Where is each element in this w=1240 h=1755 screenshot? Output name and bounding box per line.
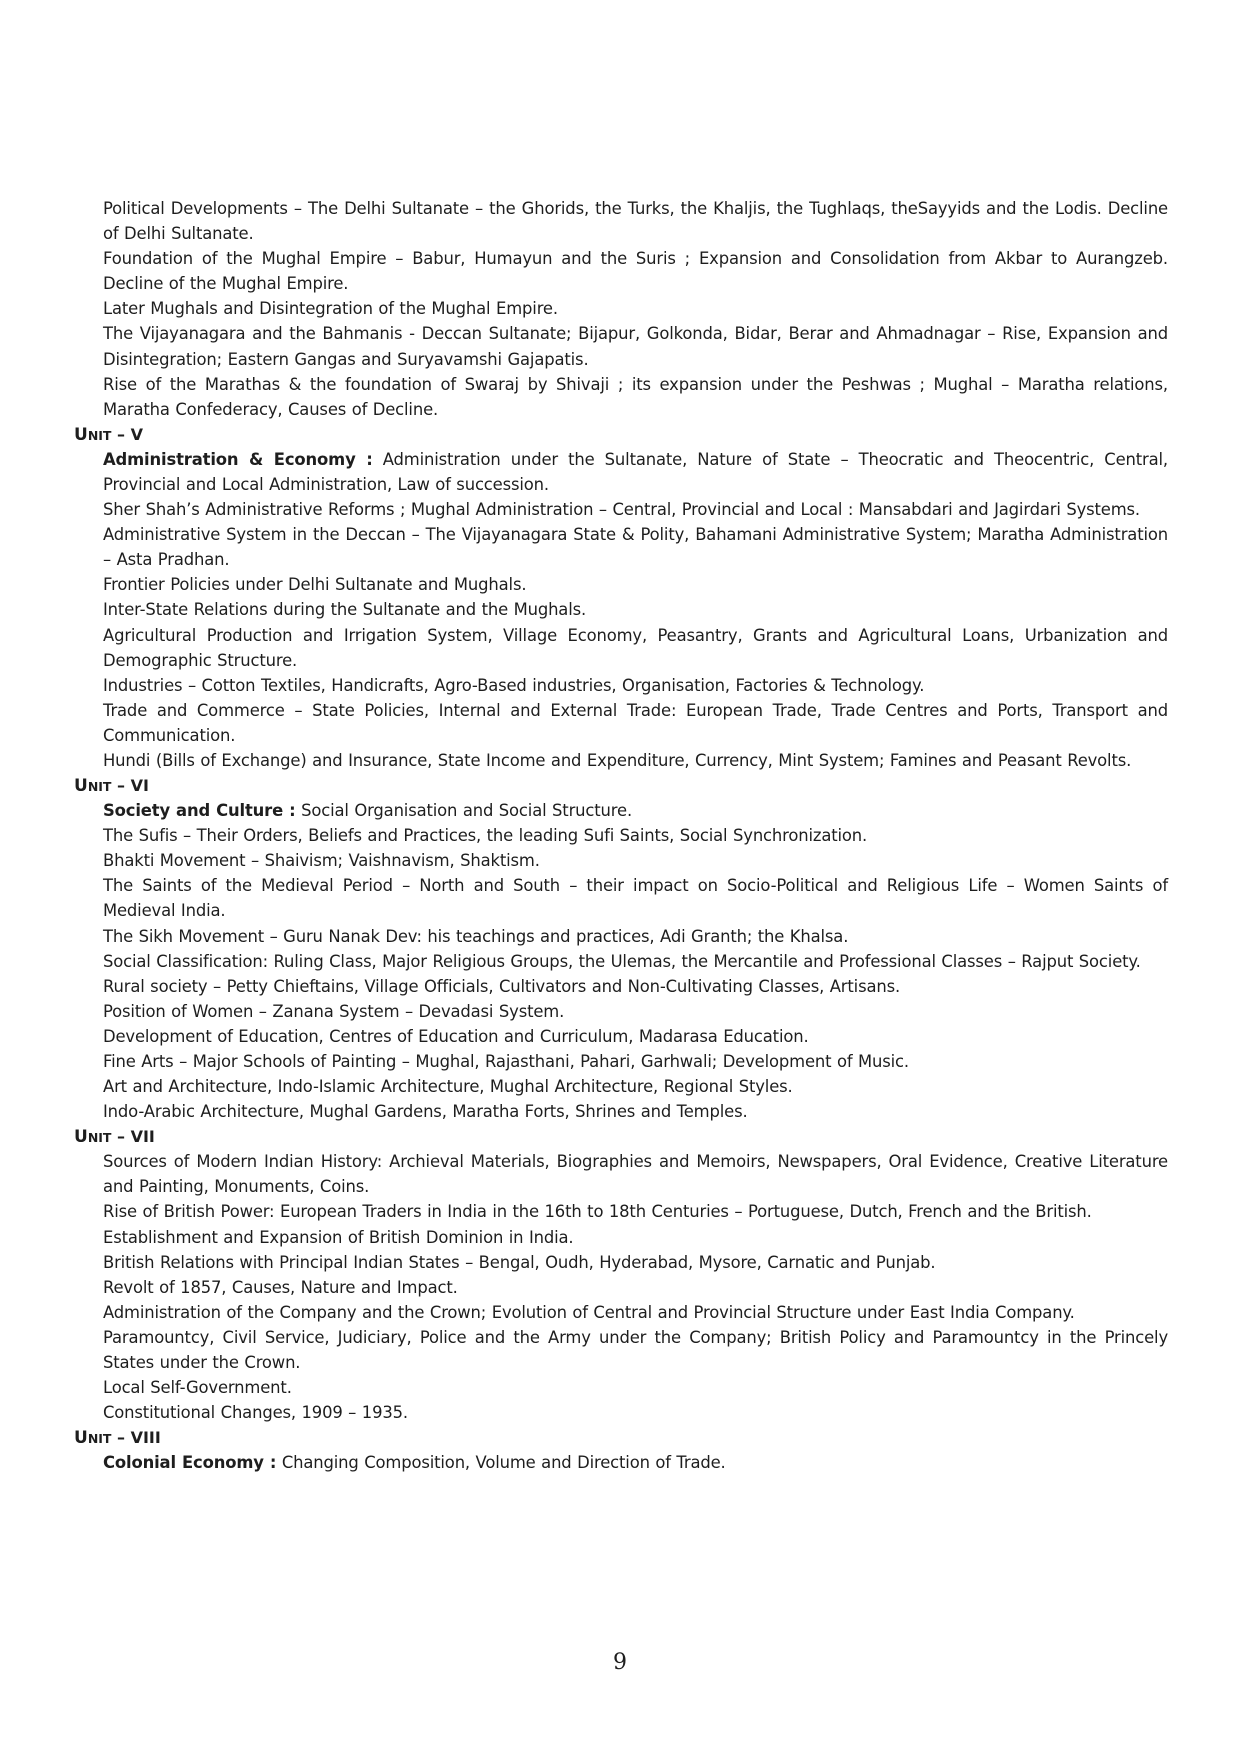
unit-heading	[74, 773, 1168, 798]
syllabus-item: Inter-State Relations during the Sultanate and the Mughals.	[103, 600, 587, 620]
syllabus-item: Paramountcy, Civil Service, Judiciary, Police and the Army under the Company; British Policy and Paramountcy in the Princely States under the Crown.	[103, 1327, 1168, 1373]
syllabus-item: The Sufis – Their Orders, Beliefs and Practices, the leading Sufi Saints, Social Synchronization.	[103, 826, 868, 846]
unit-heading-smallcaps: NIT	[87, 779, 112, 795]
unit-lead-item	[103, 1149, 1168, 1199]
syllabus-item: Political Developments – The Delhi Sultanate – the Ghorids, the Turks, the Khaljis, the Tughlaqs, theSayyids and the Lodis. Decline of Delhi Sultanate.	[103, 199, 1168, 244]
unit-heading	[74, 1425, 1168, 1450]
syllabus-item: Revolt of 1857, Causes, Nature and Impact.	[103, 1277, 458, 1297]
syllabus-item: Hundi (Bills of Exchange) and Insurance, State Income and Expenditure, Currency, Mint System; Famines and Peasant Revolts.	[103, 750, 1132, 770]
unit-lead-text: Changing Composition, Volume and Direction of Trade.	[276, 1453, 726, 1473]
syllabus-item: Bhakti Movement – Shaivism; Vaishnavism, Shaktism.	[103, 851, 540, 871]
syllabus-item: Later Mughals and Disintegration of the Mughal Empire.	[103, 299, 558, 319]
unit-heading-cap: U	[74, 424, 88, 445]
unit-lead-item	[103, 798, 1168, 823]
syllabus-item: Position of Women – Zanana System – Devadasi System.	[103, 1001, 565, 1021]
unit-lead-text: Administration under the Sultanate, Nature of State – Theocratic and Theocentric, Central, Provincial and Local Administration, Law of succession.	[103, 449, 1168, 494]
syllabus-item: Trade and Commerce – State Policies, Internal and External Trade: European Trade, Trade Centres and Ports, Transport and Communication.	[103, 700, 1168, 745]
unit-heading-smallcaps: NIT	[87, 427, 112, 443]
unit-lead-item	[103, 447, 1168, 497]
unit-heading	[74, 1124, 1168, 1149]
syllabus-item: Sher Shah’s Administrative Reforms ; Mughal Administration – Central, Provincial and Local : Mansabdari and Jagirdari Systems.	[103, 500, 1140, 520]
unit-heading-smallcaps: NIT	[87, 1130, 112, 1146]
syllabus-item: Rise of the Marathas & the foundation of Swaraj by Shivaji ; its expansion under the Peshwas ; Mughal – Maratha relations, Maratha Confederacy, Causes of Decline.	[103, 374, 1168, 419]
unit-heading-number: – VII	[111, 1127, 155, 1147]
syllabus-item: Art and Architecture, Indo-Islamic Architecture, Mughal Architecture, Regional Styles.	[103, 1077, 793, 1097]
syllabus-item: Administrative System in the Deccan – The Vijayanagara State & Polity, Bahamani Administrative System; Maratha Administration – Asta Pradhan.	[103, 525, 1168, 570]
unit-lead-title: Administration & Economy :	[103, 449, 373, 469]
unit-heading-number: – V	[111, 424, 143, 444]
syllabus-item: Agricultural Production and Irrigation System, Village Economy, Peasantry, Grants and Agricultural Loans, Urbanization and Demographic Structure.	[103, 625, 1168, 670]
syllabus-item: Indo-Arabic Architecture, Mughal Gardens, Maratha Forts, Shrines and Temples.	[103, 1102, 748, 1122]
unit-heading-smallcaps: NIT	[87, 1431, 112, 1447]
syllabus-item: Establishment and Expansion of British Dominion in India.	[103, 1227, 574, 1247]
unit-lead-title: Colonial Economy :	[103, 1453, 277, 1473]
page-number: 9	[613, 1650, 627, 1675]
unit-heading	[74, 422, 1168, 447]
syllabus-item: Industries – Cotton Textiles, Handicrafts, Agro-Based industries, Organisation, Factories & Technology.	[103, 675, 925, 695]
syllabus-item: Foundation of the Mughal Empire – Babur, Humayun and the Suris ; Expansion and Consolidation from Akbar to Aurangzeb. Decline of the Mughal Empire.	[103, 249, 1168, 294]
unit-heading-cap: U	[74, 1127, 88, 1148]
syllabus-item: Rural society – Petty Chieftains, Village Officials, Cultivators and Non-Cultivating Classes, Artisans.	[103, 976, 901, 996]
unit-heading-cap: U	[74, 776, 88, 797]
syllabus-item: The Sikh Movement – Guru Nanak Dev: his teachings and practices, Adi Granth; the Khalsa.	[103, 926, 849, 946]
syllabus-item: Frontier Policies under Delhi Sultanate and Mughals.	[103, 575, 527, 595]
unit-heading-number: – VI	[111, 776, 149, 796]
syllabus-item: Administration of the Company and the Crown; Evolution of Central and Provincial Structure under East India Company.	[103, 1302, 1075, 1322]
unit-lead-title: Society and Culture :	[103, 801, 296, 821]
syllabus-item: Social Classification: Ruling Class, Major Religious Groups, the Ulemas, the Mercantile and Professional Classes – Rajput Society.	[103, 951, 1141, 971]
syllabus-item: Fine Arts – Major Schools of Painting – Mughal, Rajasthani, Pahari, Garhwali; Development of Music.	[103, 1052, 909, 1071]
syllabus-item: British Relations with Principal Indian States – Bengal, Oudh, Hyderabad, Mysore, Carnatic and Punjab.	[103, 1252, 936, 1272]
syllabus-item: Rise of British Power: European Traders in India in the 16th to 18th Centuries – Portuguese, Dutch, French and the British.	[103, 1202, 1092, 1222]
unit-lead-text: Social Organisation and Social Structure.	[295, 801, 633, 821]
unit-heading-number: – VIII	[111, 1428, 161, 1448]
syllabus-item: The Vijayanagara and the Bahmanis - Deccan Sultanate; Bijapur, Golkonda, Bidar, Berar and Ahmadnagar – Rise, Expansion and Disintegration; Eastern Gangas and Suryavamshi Gajapatis.	[103, 324, 1168, 369]
syllabus-content	[74, 196, 1168, 1475]
syllabus-item: The Saints of the Medieval Period – North and South – their impact on Socio-Political and Religious Life – Women Saints of Medieval India.	[103, 876, 1168, 921]
syllabus-item: Constitutional Changes, 1909 – 1935.	[103, 1403, 408, 1423]
syllabus-item: Local Self-Government.	[103, 1378, 292, 1398]
unit-lead-text: Sources of Modern Indian History: Archieval Materials, Biographies and Memoirs, Newspapers, Oral Evidence, Creative Literature and Painting, Monuments, Coins.	[103, 1152, 1168, 1197]
unit-heading-cap: U	[74, 1428, 88, 1449]
unit-lead-item	[103, 1450, 1168, 1475]
syllabus-item: Development of Education, Centres of Education and Curriculum, Madarasa Education.	[103, 1026, 809, 1046]
